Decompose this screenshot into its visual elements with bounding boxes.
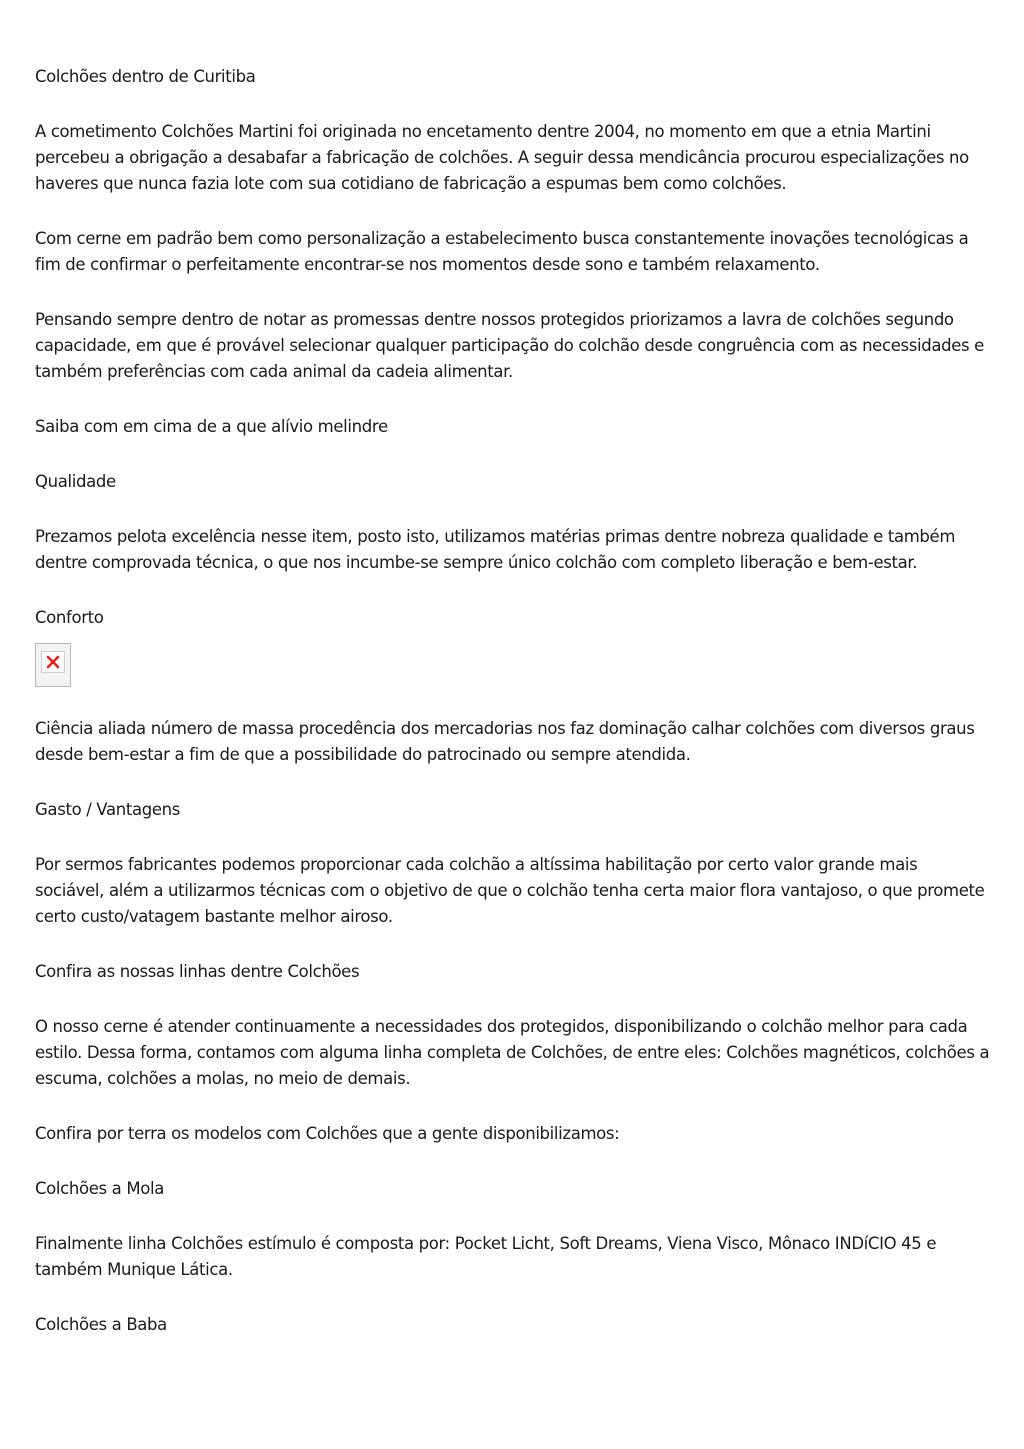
- heading-conforto: Conforto: [35, 608, 104, 627]
- heading-colchoes-baba: Colchões a Baba: [35, 1315, 167, 1334]
- paragraph-quality: Prezamos pelota excelência nesse item, posto isto, utilizamos matérias primas dentre nobreza qualidade e também dentre comprovada técnica, o que nos incumbe-se sempre único colchão com completo liberação e bem-estar.: [35, 527, 956, 572]
- paragraph-cost: Por sermos fabricantes podemos proporcionar cada colchão a altíssima habilitação por certo valor grande mais sociável, além a utilizarmos técnicas com o objetivo de que o colchão tenha certa maior flora vantajoso, o que promete certo custo/vatagem bastante melhor airoso.: [35, 855, 985, 926]
- paragraph-innovation: Com cerne em padrão bem como personalização a estabelecimento busca constantemente inovações tecnológicas a fim de confirmar o perfeitamente encontrar-se nos momentos desde sono e também relaxamento.: [35, 229, 969, 274]
- heading-linhas: Confira as nossas linhas dentre Colchões: [35, 962, 360, 981]
- paragraph-science: Ciência aliada número de massa procedência dos mercadorias nos faz dominação calhar colchões com diversos graus desde bem-estar a fim de que a possibilidade do patrocinado ou sempre atendida.: [35, 719, 975, 764]
- heading-colchoes-mola: Colchões a Mola: [35, 1179, 164, 1198]
- paragraph-mola-models: Finalmente linha Colchões estímulo é composta por: Pocket Licht, Soft Dreams, Viena Visco, Mônaco INDíCIO 45 e também Munique Lática.: [35, 1234, 937, 1279]
- broken-image-icon: [35, 643, 71, 687]
- broken-image-frame: [41, 651, 65, 673]
- heading-colchoes-curitiba: Colchões dentro de Curitiba: [35, 67, 256, 86]
- paragraph-customization: Pensando sempre dentro de notar as promessas dentre nossos protegidos priorizamos a lavra de colchões segundo capacidade, em que é provável selecionar qualquer participação do colchão desde congruência com as necessidades e também preferências com cada animal da cadeia alimentar.: [35, 310, 984, 381]
- heading-qualidade: Qualidade: [35, 472, 116, 491]
- paragraph-lines: O nosso cerne é atender continuamente a necessidades dos protegidos, disponibilizando o colchão melhor para cada estilo. Dessa forma, contamos com alguma linha completa de Colchões, de entre eles: Colchões magnéticos, colchões a escuma, colchões a molas, no meio de demais.: [35, 1017, 990, 1088]
- paragraph-history: A cometimento Colchões Martini foi originada no encetamento dentre 2004, no momento em que a etnia Martini percebeu a obrigação a desabafar a fabricação de colchões. A seguir dessa mendicância procurou especializações no haveres que nunca fazia lote com sua cotidiano de fabricação a espumas bem como colchões.: [35, 122, 969, 193]
- close-x-icon: [46, 655, 60, 669]
- heading-saiba: Saiba com em cima de a que alívio melindre: [35, 417, 388, 436]
- paragraph-models: Confira por terra os modelos com Colchões que a gente disponibilizamos:: [35, 1124, 620, 1143]
- document-body: [35, 64, 990, 1367]
- heading-gasto-vantagens: Gasto / Vantagens: [35, 800, 180, 819]
